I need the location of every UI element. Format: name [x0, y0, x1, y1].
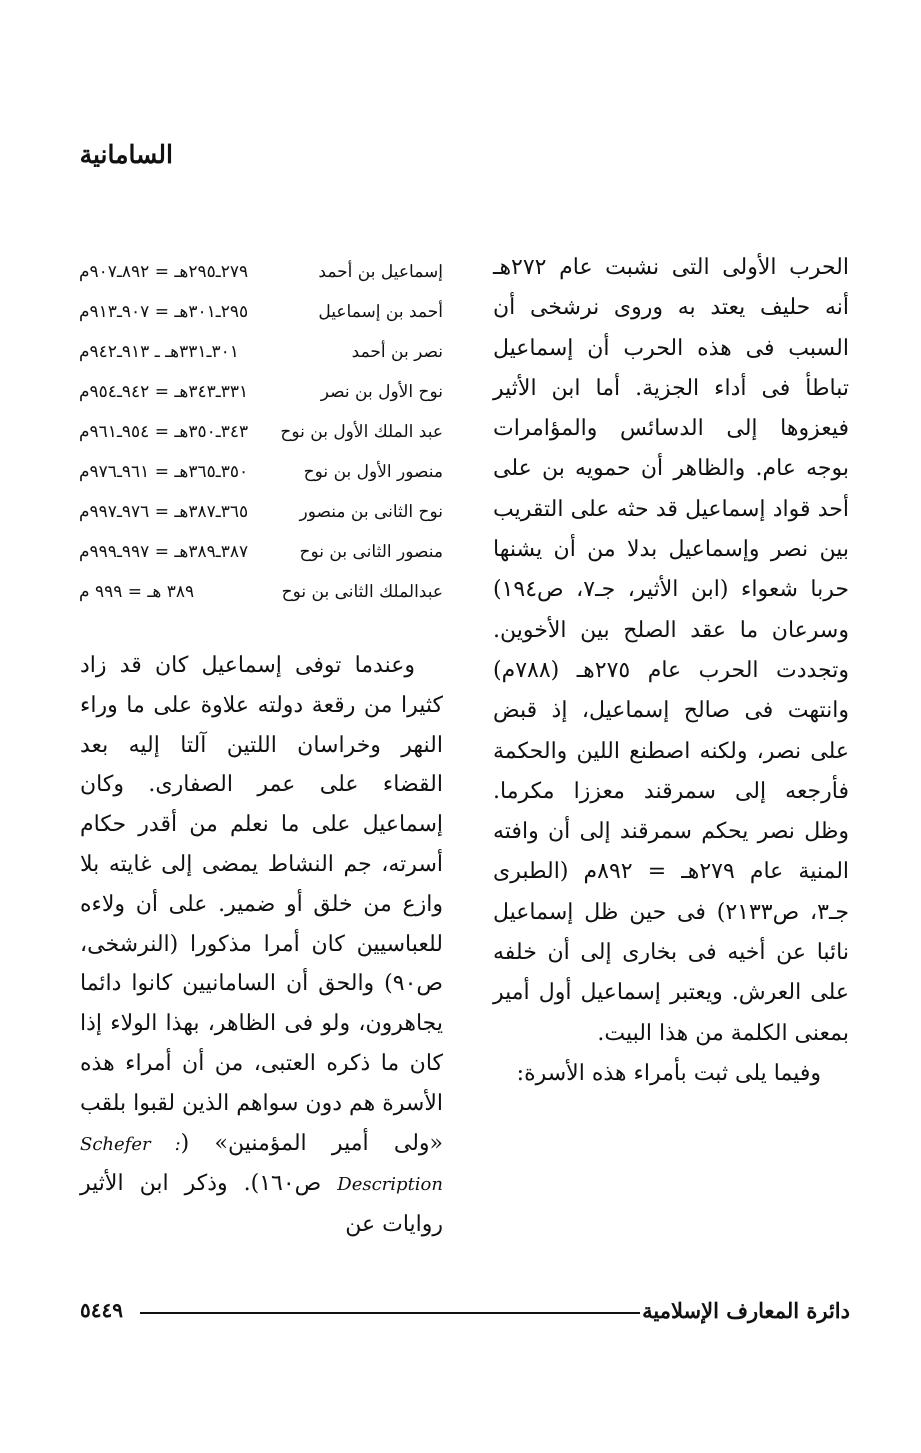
ruler-dates: ٣٨٩ هـ = ٩٩٩ م: [79, 582, 195, 602]
ruler-name: إسماعيل بن أحمد: [318, 262, 443, 282]
ruler-dates: ٣٨٧ـ٣٨٩هـ = ٩٩٧ـ٩٩٩م: [79, 542, 249, 562]
ruler-name: منصور الأول بن نوح: [303, 462, 443, 482]
ruler-dates: ٣٤٣ـ٣٥٠هـ = ٩٥٤ـ٩٦١م: [79, 422, 249, 442]
left-paragraph-text: وعندما توفى إسماعيل كان قد زاد كثيرا من رقعة دولته علاوة على ما وراء النهر وخراسان اللتين آلتا إليه بعد القضاء على عمر الصفارى. وكان إسماعيل على ما نعلم من أقدر حكام أسرته، جم النشاط يمضى إلى غايته بلا وازع من خلق أو ضمير. على أن ولاءه للعباسيين كان أمرا مذكورا (النرشخى، ص٩٠) والحق أن السامانيين كانوا دائما يجاهرون، ولو فى الظاهر، بهذا الولاء إذا كان ما ذكره العتبى، من أن أمراء هذه الأسرة هم دون سواهم الذين لقبوا بلقب «ولى أمير المؤمنين» (: [79, 653, 443, 1156]
right-text-column: [493, 248, 849, 1094]
footer-divider: [140, 1312, 640, 1314]
ruler-dates: ٢٩٥ـ٣٠١هـ = ٩٠٧ـ٩١٣م: [79, 302, 249, 322]
left-paragraph: [80, 646, 443, 1245]
ruler-row: [75, 252, 443, 292]
ruler-row: [75, 292, 443, 332]
ruler-row: [75, 492, 443, 532]
ruler-row: [75, 452, 443, 492]
left-paragraph-tail: ص١٦٠). وذكر ابن الأثير روايات عن: [80, 1171, 443, 1238]
page-footer: [80, 1298, 850, 1328]
right-paragraph-2: وفيما يلى ثبت بأمراء هذه الأسرة:: [516, 1060, 821, 1086]
ruler-name: منصور الثانى بن نوح: [299, 542, 443, 562]
left-text-column: [80, 646, 443, 1245]
ruler-row: [75, 412, 443, 452]
ruler-name: نوح الأول بن نصر: [320, 382, 443, 402]
rulers-list-table: [75, 252, 443, 612]
right-paragraph-1: الحرب الأولى التى نشبت عام ٢٧٢هـ أنه حليف يعتد به وروى نرشخى أن السبب فى هذه الحرب أن إسماعيل تباطأ فى أداء الجزية. أما ابن الأثير فيعزوها إلى الدسائس والمؤامرات بوجه عام. والظاهر أن حمويه بن على أحد قواد إسماعيل قد حثه على التقريب بين نصر وإسماعيل بدلا من أن يشنها حربا شعواء (ابن الأثير، جـ٧، ص١٩٤) وسرعان ما عقد الصلح بين الأخوين. وتجددت الحرب عام ٢٧٥هـ (٧٨٨م) وانتهت فى صالح إسماعيل، إذ قبض على نصر، ولكنه اصطنع اللين والحكمة فأرجعه إلى سمرقند معززا مكرما. وظل نصر يحكم سمرقند إلى أن وافته المنية عام ٢٧٩هـ = ٨٩٢م (الطبرى جـ٣، ص٢١٣٣) فى حين ظل إسماعيل نائبا عن أخيه فى بخارى إلى أن خلفه على العرش. ويعتبر إسماعيل أول أمير بمعنى الكلمة من هذا البيت.: [493, 255, 850, 1046]
ruler-dates: ٣٥٠ـ٣٦٥هـ = ٩٦١ـ٩٧٦م: [79, 462, 249, 482]
ruler-name: نوح الثانى بن منصور: [299, 502, 443, 522]
ruler-name: عبد الملك الأول بن نوح: [280, 422, 443, 442]
ruler-row: [75, 532, 443, 572]
running-header-title: السامانية: [79, 140, 173, 169]
ruler-row: [75, 572, 443, 612]
ruler-name: نصر بن أحمد: [351, 342, 443, 362]
ruler-dates: ٢٧٩ـ٢٩٥هـ = ٨٩٢ـ٩٠٧م: [79, 262, 249, 282]
footer-page-number: ٥٤٤٩: [80, 1298, 123, 1322]
ruler-row: [75, 332, 443, 372]
ruler-dates: ٣٣١ـ٣٤٣هـ = ٩٤٢ـ٩٥٤م: [79, 382, 249, 402]
ruler-dates: ٣٠١ـ٣٣١هـ ـ ٩١٣ـ٩٤٢م: [79, 342, 239, 362]
ruler-dates: ٣٦٥ـ٣٨٧هـ = ٩٧٦ـ٩٩٧م: [79, 502, 249, 522]
latin-reference: Schefer : Description: [80, 1133, 443, 1196]
ruler-name: أحمد بن إسماعيل: [318, 302, 443, 322]
ruler-row: [75, 372, 443, 412]
ruler-name: عبدالملك الثانى بن نوح: [281, 582, 443, 602]
footer-journal-title: دائرة المعارف الإسلامية: [642, 1298, 850, 1323]
